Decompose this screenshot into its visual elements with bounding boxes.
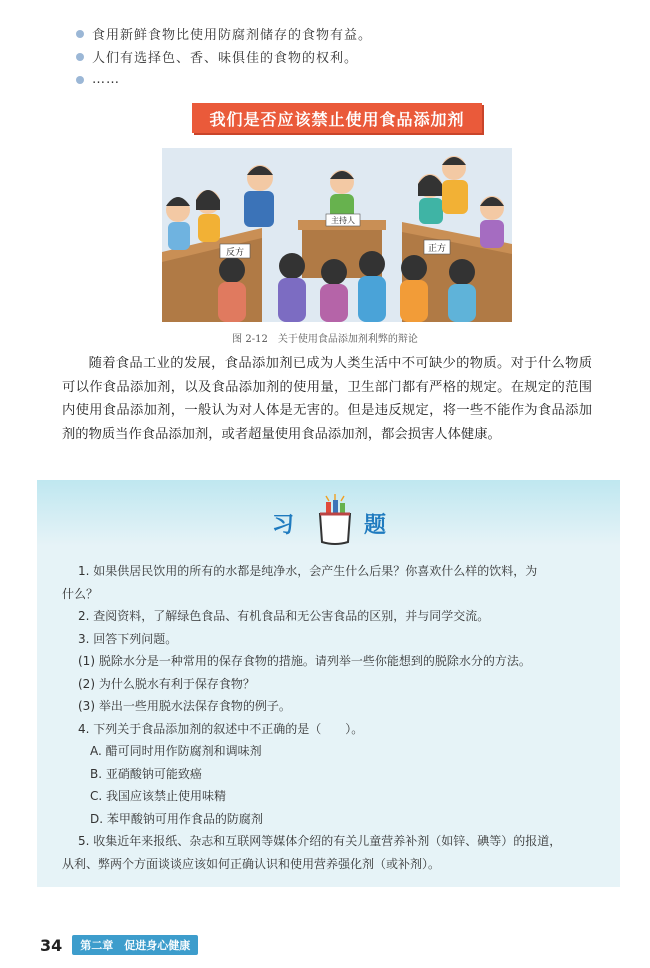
- exercise-title-right: 题: [364, 513, 387, 538]
- debate-illustration-drawing: [162, 148, 512, 322]
- pencil-cup-icon: [312, 492, 358, 550]
- bullet-dot-icon: [76, 30, 84, 38]
- chapter-label: 第二章 促进身心健康: [72, 935, 198, 955]
- exercise-line: 什么？: [62, 586, 99, 601]
- bullet-item: [76, 68, 372, 91]
- sign-left-label: 反方: [225, 248, 245, 258]
- exercise-option: C. 我国应该禁止使用味精: [90, 789, 227, 803]
- bullet-item: [76, 45, 372, 68]
- exercise-line: 5. 收集近年来报纸、杂志和互联网等媒体介绍的有关儿童营养补剂（如锌、碘等）的报道，: [78, 834, 562, 848]
- bullet-text: ……: [92, 72, 120, 87]
- exercise-list: [62, 560, 607, 875]
- exercise-title-left: 习: [272, 513, 295, 538]
- bullet-list: [76, 22, 372, 91]
- exercise-option: A. 醋可同时用作防腐剂和调味剂: [90, 744, 262, 758]
- exercise-line: (2) 为什么脱水有利于保存食物？: [78, 676, 255, 691]
- bullet-item: [76, 22, 372, 45]
- exercise-option: D. 苯甲酸钠可用作食品的防腐剂: [90, 811, 263, 826]
- page-number: 34: [40, 935, 63, 955]
- bullet-text: 人们有选择色、香、味俱佳的食物的权利。: [92, 51, 359, 66]
- debate-illustration: [162, 148, 512, 322]
- body-paragraph: 随着食品工业的发展，食品添加剂已成为人类生活中不可缺少的物质。对于什么物质可以作食品添加剂，以及食品添加剂的使用量，卫生部门都有严格的规定。在规定的范围内使用食品添加剂，一般认为对人体是无害的。但是违反规定，将一些不能作为食品添加剂的物质当作食品添加剂，或者超量使用食品添加剂，都会损害人体健康。: [62, 356, 592, 442]
- sign-mid-label: 主持人: [331, 216, 355, 225]
- bullet-text: 食用新鲜食物比使用防腐剂储存的食物有益。: [92, 28, 373, 43]
- bullet-dot-icon: [76, 53, 84, 61]
- exercise-line: 3. 回答下列问题。: [78, 631, 178, 646]
- sign-right-label: 正方: [427, 244, 447, 254]
- bullet-dot-icon: [76, 76, 84, 84]
- page-footer: [40, 935, 198, 955]
- exercise-line: 从利、弊两个方面谈谈应该如何正确认识和使用营养强化剂（或补剂）。: [62, 856, 441, 871]
- exercise-line: 4. 下列关于食品添加剂的叙述中不正确的是（ ）。: [78, 721, 364, 736]
- exercise-line: (1) 脱除水分是一种常用的保存食物的措施。请列举一些你能想到的脱除水分的方法。: [78, 654, 531, 668]
- exercise-option: B. 亚硝酸钠可能致癌: [90, 766, 202, 781]
- figure-caption: 图 2-12 关于使用食品添加剂利弊的辩论: [232, 334, 418, 345]
- debate-banner: 我们是否应该禁止使用食品添加剂: [192, 103, 482, 133]
- exercise-line: (3) 举出一些用脱水法保存食物的例子。: [78, 699, 291, 713]
- exercise-line: 1. 如果供居民饮用的所有的水都是纯净水，会产生什么后果？你喜欢什么样的饮料，为: [78, 564, 538, 578]
- exercise-line: 2. 查阅资料，了解绿色食品、有机食品和无公害食品的区别，并与同学交流。: [78, 609, 490, 623]
